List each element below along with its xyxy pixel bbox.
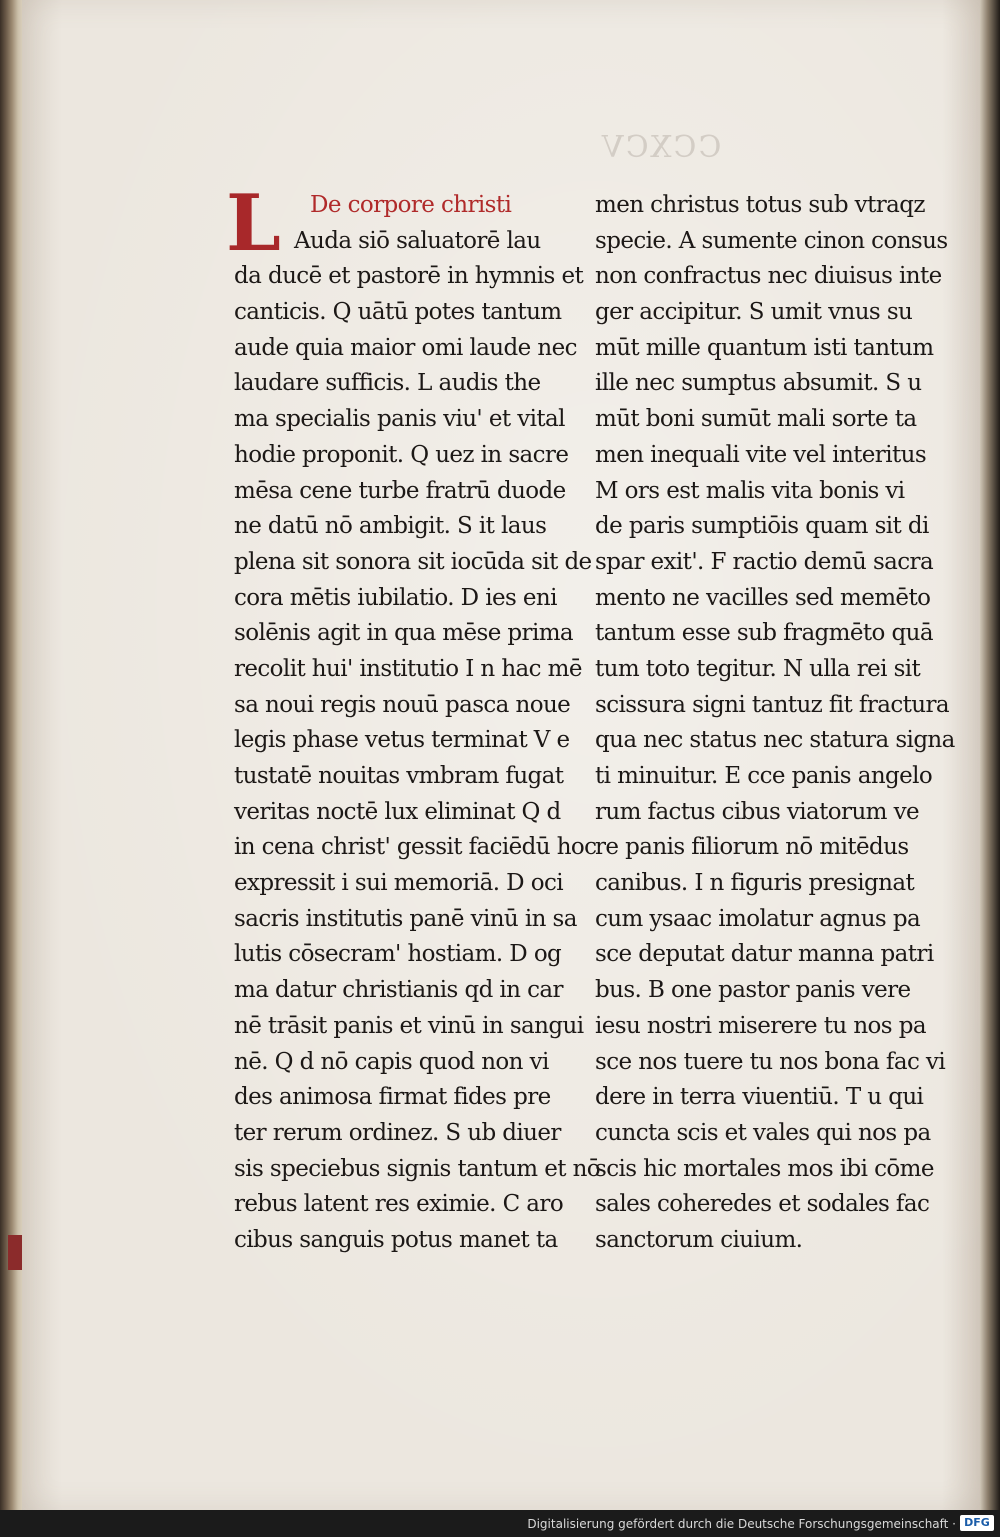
text-line: cora mētis iubilatio. D ies eni xyxy=(234,584,557,611)
text-line: non confractus nec diuisus inte xyxy=(595,263,942,290)
text-line: Auda siō saluatorē lau xyxy=(294,227,541,254)
text-line: sanctorum ciuium. xyxy=(595,1226,803,1253)
text-line: cum ysaac imolatur agnus pa xyxy=(595,905,921,932)
text-line: laudare sufficis. L audis the xyxy=(234,370,541,397)
text-line: legis phase vetus terminat V e xyxy=(234,727,570,754)
text-line: tantum esse sub fragmēto quā xyxy=(595,620,933,647)
text-line: sales coheredes et sodales fac xyxy=(595,1191,930,1218)
text-line: mūt mille quantum isti tantum xyxy=(595,334,934,361)
show-through-mark xyxy=(990,935,1000,965)
text-line: in cena christ' gessit faciēdū hoc xyxy=(234,834,597,861)
text-line: re panis filiorum nō mitēdus xyxy=(595,834,909,861)
text-line: men inequali vite vel interitus xyxy=(595,441,927,468)
page-gutter xyxy=(980,0,1000,1510)
text-line: da ducē et pastorē in hymnis et xyxy=(234,263,584,290)
text-line: scissura signi tantuz fit fractura xyxy=(595,691,949,718)
text-line: specie. A sumente cinon consus xyxy=(595,227,948,254)
text-line: M ors est malis vita bonis vi xyxy=(595,477,905,504)
text-line: solēnis agit in qua mēse prima xyxy=(234,620,574,647)
text-line: mento ne vacilles sed memēto xyxy=(595,584,931,611)
text-column-right xyxy=(595,188,955,1259)
text-line: nē trāsit panis et vinū in sangui xyxy=(234,1012,584,1039)
text-line: qua nec status nec statura signa xyxy=(595,727,955,754)
text-line: sce deputat datur manna patri xyxy=(595,941,934,968)
text-line: aude quia maior omi laude nec xyxy=(234,334,577,361)
text-line: scis hic mortales mos ibi cōme xyxy=(595,1155,934,1182)
folio-number: CCXCV xyxy=(600,130,722,165)
text-line: ille nec sumptus absumit. S u xyxy=(595,370,922,397)
text-line: rum factus cibus viatorum ve xyxy=(595,798,919,825)
text-line: mūt boni sumūt mali sorte ta xyxy=(595,406,917,433)
text-line: ger accipitur. S umit vnus su xyxy=(595,299,913,326)
text-line: canibus. I n figuris presignat xyxy=(595,870,915,897)
text-line: sis speciebus signis tantum et nō xyxy=(234,1155,601,1182)
text-line: des animosa firmat fides pre xyxy=(234,1084,551,1111)
decorated-initial: L xyxy=(226,178,281,269)
text-line: lutis cōsecram' hostiam. D og xyxy=(234,941,562,968)
text-line: ne datū nō ambigit. S it laus xyxy=(234,513,547,540)
text-line: sacris institutis panē vinū in sa xyxy=(234,905,577,932)
text-column-left xyxy=(234,188,601,1259)
text-line: de paris sumptiōis quam sit di xyxy=(595,513,929,540)
text-line: plena sit sonora sit iocūda sit de xyxy=(234,548,592,575)
bookmark-tab xyxy=(8,1235,22,1270)
text-line: nē. Q d nō capis quod non vi xyxy=(234,1048,549,1075)
text-line: dere in terra viuentiū. T u qui xyxy=(595,1084,924,1111)
rubric-heading: De corpore christi xyxy=(310,192,512,218)
text-line: bus. B one pastor panis vere xyxy=(595,977,911,1004)
text-line: tustatē nouitas vmbram fugat xyxy=(234,763,564,789)
text-line: rebus latent res eximie. C aro xyxy=(234,1191,564,1218)
text-line: cibus sanguis potus manet ta xyxy=(234,1226,558,1253)
text-line: ti minuitur. E cce panis angelo xyxy=(595,763,933,789)
text-line: recolit hui' institutio I n hac mē xyxy=(234,655,582,682)
text-line: ma specialis panis viu' et vital xyxy=(234,406,565,433)
text-line: men christus totus sub vtraqz xyxy=(595,192,925,218)
text-line: tum toto tegitur. N ulla rei sit xyxy=(595,655,921,682)
funding-credit: Digitalisierung gefördert durch die Deutsche Forschungsgemeinschaft · xyxy=(527,1517,956,1531)
text-line: spar exit'. F ractio demū sacra xyxy=(595,548,934,575)
dfg-logo: DFG xyxy=(960,1515,994,1531)
text-line: iesu nostri miserere tu nos pa xyxy=(595,1012,926,1039)
text-line: sa noui regis nouū pasca noue xyxy=(234,691,571,718)
text-line: ma datur christianis qd in car xyxy=(234,977,563,1004)
text-line: mēsa cene turbe fratrū duode xyxy=(234,477,566,504)
text-line: veritas noctē lux eliminat Q d xyxy=(234,798,561,825)
text-line: cuncta scis et vales qui nos pa xyxy=(595,1119,931,1146)
text-line: hodie proponit. Q uez in sacre xyxy=(234,441,569,468)
text-line: ter rerum ordinez. S ub diuer xyxy=(234,1119,561,1146)
text-line: expressit i sui memoriā. D oci xyxy=(234,870,563,897)
text-line: sce nos tuere tu nos bona fac vi xyxy=(595,1048,946,1075)
text-line: canticis. Q uātū potes tantum xyxy=(234,299,562,326)
